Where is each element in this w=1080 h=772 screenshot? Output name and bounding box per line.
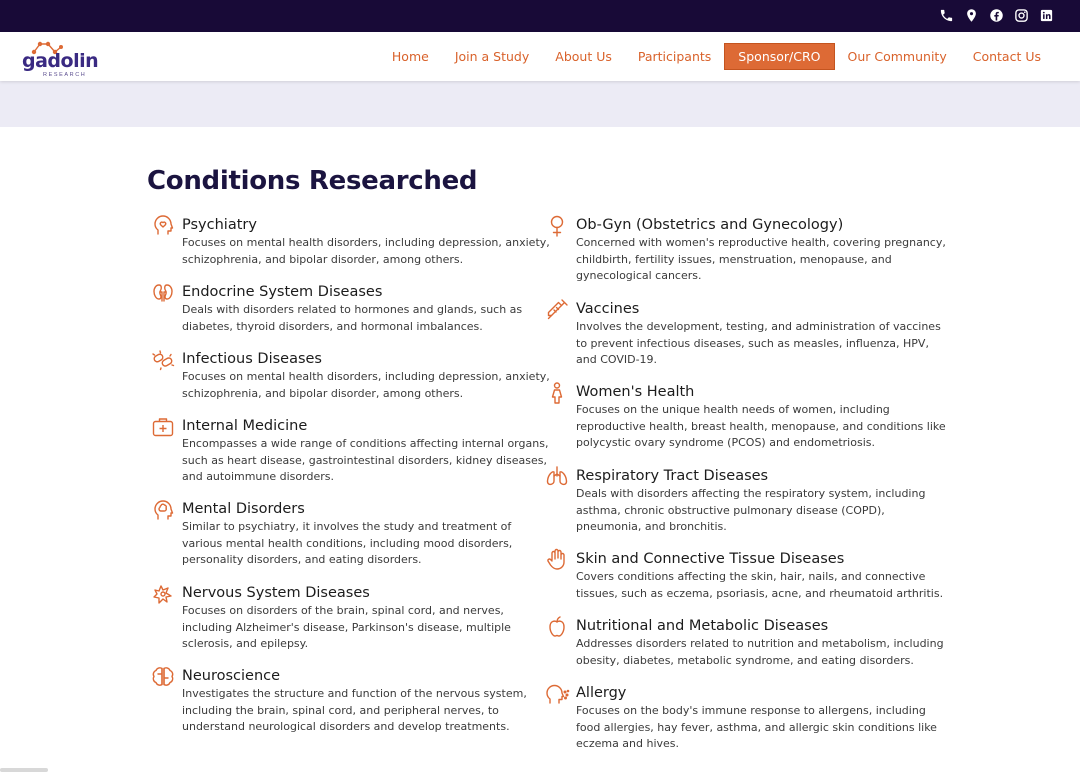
- syringe-icon: [544, 297, 570, 323]
- section-title: Conditions Researched: [147, 166, 478, 196]
- condition-title: Psychiatry: [182, 217, 257, 233]
- apple-icon: [544, 614, 570, 640]
- condition-description: Involves the development, testing, and administration of vaccines to prevent infectious diseases, such as measles, influenza, HPV, and COVID-19.: [576, 320, 941, 367]
- condition-description: Focuses on mental health disorders, including depression, anxiety, schizophrenia, and bipolar disorder, among others.: [182, 236, 550, 266]
- condition-description: Investigates the structure and function of the nervous system, including the brain, spinal cord, and peripheral nerves, to understand neurological disorders and develop treatments.: [182, 687, 527, 734]
- condition-womens-health: [576, 383, 946, 452]
- nav-sponsor-cro[interactable]: Sponsor/CRO: [724, 43, 834, 70]
- medical-kit-icon: [150, 414, 176, 440]
- condition-title: Neuroscience: [182, 668, 281, 684]
- nav-contact-us[interactable]: Contact Us: [972, 49, 1041, 64]
- condition-allergy: [576, 684, 946, 753]
- hand-icon: [544, 547, 570, 573]
- condition-description: Addresses disorders related to nutrition and metabolism, including obesity, diabetes, metabolic syndrome, and eating disorders.: [576, 637, 944, 667]
- condition-description: Focuses on the unique health needs of women, including reproductive health, breast health, menopause, and conditions like polycystic ovary syndrome (PCOS) and endometriosis.: [576, 403, 946, 450]
- logo-tagline: RESEARCH: [43, 72, 87, 78]
- gadolin-logo[interactable]: [22, 38, 99, 78]
- condition-description: Encompasses a wide range of conditions affecting internal organs, such as heart disease, gastrointestinal disorders, kidney diseases, and autoimmune disorders.: [182, 437, 549, 484]
- condition-nutritional: [576, 617, 946, 669]
- nav-menu: [379, 43, 1054, 70]
- nav-our-community[interactable]: Our Community: [847, 49, 947, 64]
- condition-title: Mental Disorders: [182, 501, 305, 517]
- condition-title: Skin and Connective Tissue Diseases: [576, 551, 845, 567]
- instagram-icon[interactable]: [1014, 8, 1029, 23]
- condition-neuroscience: [182, 667, 552, 736]
- condition-description: Focuses on the body's immune response to allergens, including food allergies, hay fever, asthma, and allergic skin conditions like eczema and hives.: [576, 704, 937, 751]
- linkedin-icon[interactable]: [1039, 8, 1054, 23]
- bacteria-icon: [150, 347, 176, 373]
- head-heart-icon: [150, 213, 176, 239]
- condition-title: Nutritional and Metabolic Diseases: [576, 618, 829, 634]
- woman-icon: [544, 380, 570, 406]
- female-symbol-icon: [544, 213, 570, 239]
- lungs-icon: [544, 464, 570, 490]
- condition-psychiatry: [182, 216, 552, 268]
- condition-title: Ob-Gyn (Obstetrics and Gynecology): [576, 217, 844, 233]
- nav-about-us[interactable]: About Us: [555, 49, 612, 64]
- condition-description: Deals with disorders affecting the respiratory system, including asthma, chronic obstructive pulmonary disease (COPD), pneumonia, and bronchitis.: [576, 487, 926, 534]
- condition-title: Infectious Diseases: [182, 351, 322, 367]
- condition-nervous-system: [182, 584, 552, 653]
- condition-title: Allergy: [576, 685, 627, 701]
- condition-description: Covers conditions affecting the skin, hair, nails, and connective tissues, such as eczema, psoriasis, acne, and rheumatoid arthritis.: [576, 570, 944, 600]
- phone-icon[interactable]: [939, 8, 954, 23]
- condition-title: Internal Medicine: [182, 418, 308, 434]
- kidneys-icon: [150, 280, 176, 306]
- neuron-icon: [150, 581, 176, 607]
- logo-wordmark: gadolin: [22, 50, 99, 72]
- social-links: [939, 8, 1054, 23]
- top-bar: [0, 0, 1080, 32]
- condition-title: Nervous System Diseases: [182, 585, 370, 601]
- condition-description: Similar to psychiatry, it involves the study and treatment of various mental health conditions, including mood disorders, personality disorders, and eating disorders.: [182, 520, 513, 567]
- main-navigation: [0, 32, 1080, 81]
- hero-band: [0, 81, 1080, 127]
- condition-skin: [576, 550, 946, 602]
- condition-mental-disorders: [182, 500, 552, 569]
- condition-description: Focuses on disorders of the brain, spinal cord, and nerves, including Alzheimer's disease, Parkinson's disease, multiple sclerosis, and epilepsy.: [182, 604, 511, 651]
- brain-icon: [150, 664, 176, 690]
- condition-infectious: [182, 350, 552, 402]
- condition-description: Deals with disorders related to hormones and glands, such as diabetes, thyroid disorders, and hormonal imbalances.: [182, 303, 523, 333]
- condition-endocrine: [182, 283, 552, 335]
- condition-ob-gyn: [576, 216, 946, 285]
- condition-description: Focuses on mental health disorders, including depression, anxiety, schizophrenia, and bipolar disorder, among others.: [182, 370, 550, 400]
- condition-title: Endocrine System Diseases: [182, 284, 383, 300]
- nav-participants[interactable]: Participants: [637, 49, 712, 64]
- head-brain-icon: [150, 497, 176, 523]
- condition-description: Concerned with women's reproductive health, covering pregnancy, childbirth, fertility issues, menstruation, menopause, and gynecological cancers.: [576, 236, 946, 283]
- facebook-icon[interactable]: [989, 8, 1004, 23]
- condition-internal-medicine: [182, 417, 552, 486]
- horizontal-scrollbar[interactable]: [0, 768, 48, 772]
- condition-title: Respiratory Tract Diseases: [576, 468, 769, 484]
- condition-title: Women's Health: [576, 384, 695, 400]
- sneeze-icon: [544, 681, 570, 707]
- nav-home[interactable]: Home: [391, 49, 429, 64]
- location-pin-icon[interactable]: [964, 8, 979, 23]
- nav-join-a-study[interactable]: Join a Study: [454, 49, 530, 64]
- condition-vaccines: [576, 300, 946, 369]
- condition-respiratory: [576, 467, 946, 536]
- condition-title: Vaccines: [576, 301, 640, 317]
